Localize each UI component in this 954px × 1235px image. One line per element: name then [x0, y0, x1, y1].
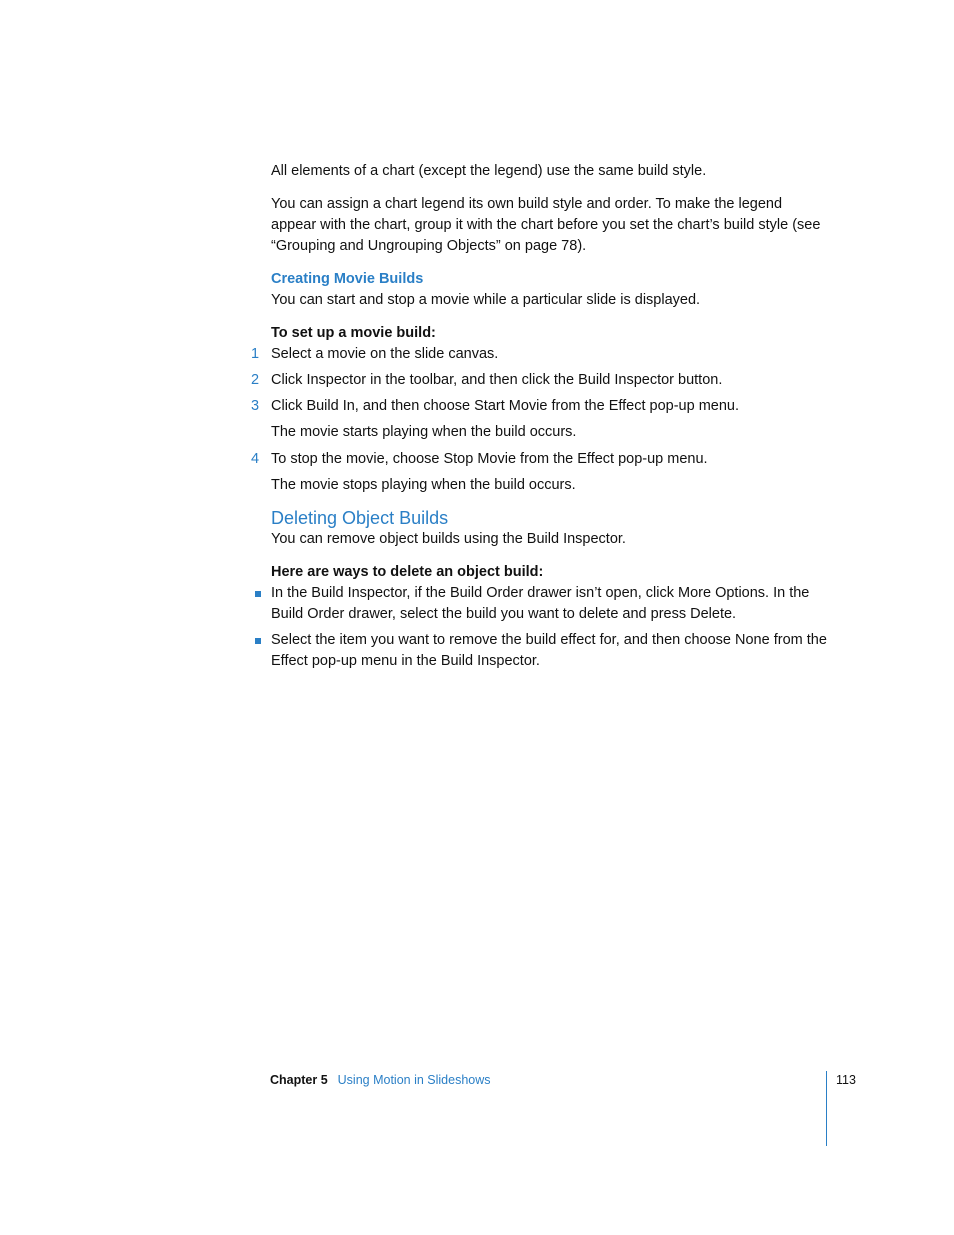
- task-title-movie-build: To set up a movie build:: [271, 325, 436, 341]
- step-text: Click Inspector in the toolbar, and then click the Build Inspector button.: [271, 372, 723, 388]
- step-number: 4: [251, 451, 260, 467]
- intro-creating-movie-builds: You can start and stop a movie while a particular slide is displayed.: [271, 292, 701, 308]
- heading-deleting-object-builds: Deleting Object Builds: [271, 508, 449, 528]
- step-2: [251, 370, 831, 391]
- step-3: [251, 396, 831, 417]
- heading-creating-movie-builds: Creating Movie Builds: [271, 271, 424, 287]
- bullet-item-2: [271, 630, 831, 672]
- task-title-delete-build: Here are ways to delete an object build:: [271, 564, 544, 580]
- page-content: [251, 161, 831, 677]
- bullet-square-icon: [255, 638, 261, 644]
- bullet-text: In the Build Inspector, if the Build Order drawer isn’t open, click More Options. In the Build Order drawer, select the build you want to delete and press Delete.: [271, 585, 810, 622]
- page-footer: [270, 1071, 491, 1089]
- bullet-text: Select the item you want to remove the build effect for, and then choose None from the Effect pop-up menu in the Build Inspector.: [271, 632, 827, 669]
- step-1: [251, 344, 831, 365]
- step-3-result: The movie starts playing when the build occurs.: [271, 424, 577, 440]
- step-text: To stop the movie, choose Stop Movie from the Effect pop-up menu.: [271, 451, 708, 467]
- step-4-result: The movie stops playing when the build occurs.: [271, 477, 576, 493]
- bullet-square-icon: [255, 591, 261, 597]
- intro-deleting-object-builds: You can remove object builds using the Build Inspector.: [271, 531, 626, 547]
- paragraph-chart-legend: You can assign a chart legend its own build style and order. To make the legend appear with the chart, group it with the chart before you set the chart’s build style (see “Grouping and Ungrouping Objects” on page 78).: [271, 196, 821, 254]
- page-number: 113: [836, 1073, 856, 1087]
- bullet-item-1: [271, 583, 831, 625]
- step-number: 1: [251, 346, 260, 362]
- footer-divider: [826, 1071, 827, 1146]
- step-number: 2: [251, 372, 260, 388]
- paragraph-chart-elements: All elements of a chart (except the legend) use the same build style.: [271, 163, 707, 179]
- step-text: Click Build In, and then choose Start Movie from the Effect pop-up menu.: [271, 398, 740, 414]
- footer-chapter-title: Using Motion in Slideshows: [337, 1073, 491, 1087]
- footer-chapter-label: Chapter 5: [270, 1073, 328, 1087]
- step-text: Select a movie on the slide canvas.: [271, 346, 499, 362]
- step-number: 3: [251, 398, 260, 414]
- step-4: [251, 449, 831, 470]
